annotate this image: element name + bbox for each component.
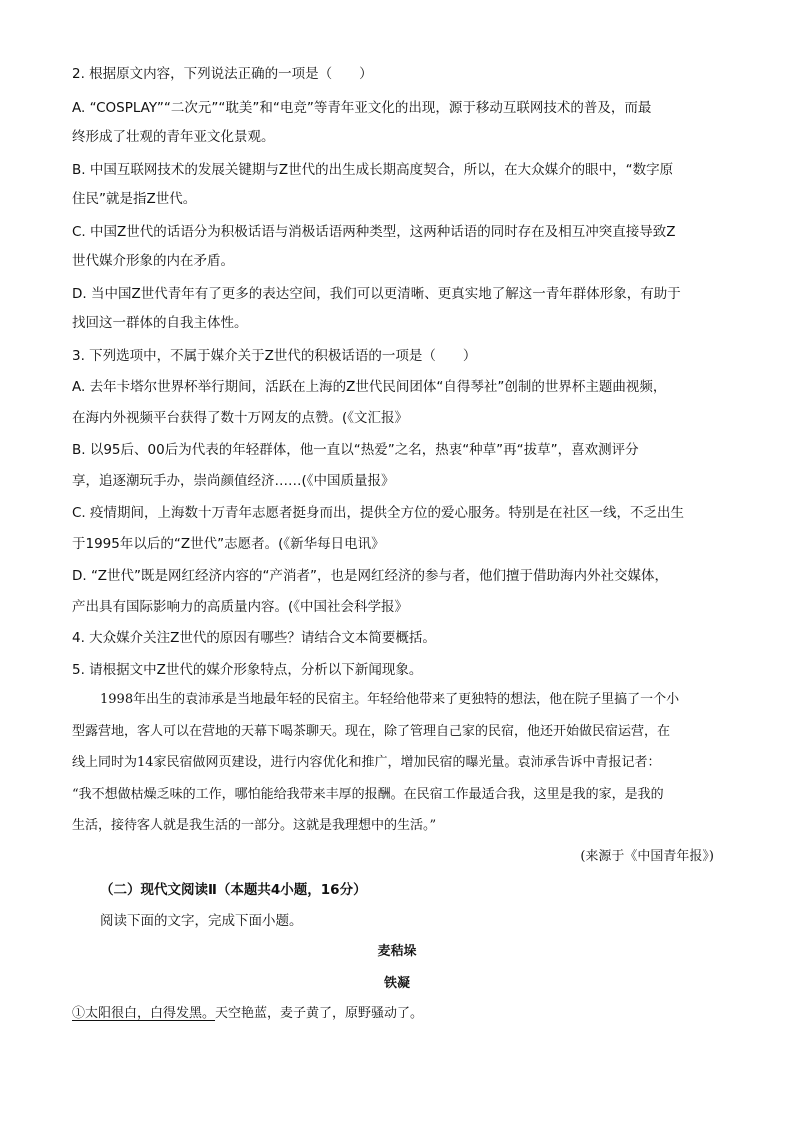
q2-option-c-line2: 世代媒介形象的内在矛盾。 xyxy=(72,253,234,269)
q3-stem: 3. 下列选项中，不属于媒介关于Z世代的积极话语的一项是（ ） xyxy=(72,348,477,364)
q2-option-b-line2: 住民”就是指Z世代。 xyxy=(72,191,197,207)
q3-option-b-line1: B. 以95后、00后为代表的年轻群体，他一直以“热爱”之名，热衷“种草”再“拔草”，喜欢测评分 xyxy=(72,442,639,458)
q2-option-b-line1: B. 中国互联网技术的发展关键期与Z世代的出生成长期高度契合，所以，在大众媒介的眼中，“数字原 xyxy=(72,162,674,178)
paragraph-1-rest: 天空艳蓝，麦子黄了，原野骚动了。 xyxy=(215,1006,424,1021)
q2-option-a-line2: 终形成了壮观的青年亚文化景观。 xyxy=(72,129,275,145)
q2-option-d-line2: 找回这一群体的自我主体性。 xyxy=(72,315,248,331)
q5-stem: 5. 请根据文中Z世代的媒介形象特点，分析以下新闻现象。 xyxy=(72,662,423,678)
article-paragraph-1 xyxy=(72,1004,423,1024)
article-author: 铁凝 xyxy=(383,976,410,991)
q3-option-a-line1: A. 去年卡塔尔世界杯举行期间，活跃在上海的Z世代民间团体“自得琴社”创制的世界杯主题曲视频， xyxy=(72,379,667,395)
section-instruction: 阅读下面的文字，完成下面小题。 xyxy=(100,913,303,929)
q2-stem: 2. 根据原文内容，下列说法正确的一项是（ ） xyxy=(72,66,373,82)
news-source: (来源于《中国青年报》) xyxy=(580,849,714,864)
q2-option-c-line1: C. 中国Z世代的话语分为积极话语与消极话语两种类型，这两种话语的同时存在及相互冲突直接导致Z xyxy=(72,224,676,240)
q3-option-c-line1: C. 疫情期间，上海数十万青年志愿者挺身而出，提供全方位的爱心服务。特别是在社区一线，不乏出生 xyxy=(72,505,685,521)
news-line-3: 线上同时为14家民宿做网页建设，进行内容优化和推广，增加民宿的曝光量。袁沛承告诉中青报记者： xyxy=(72,755,661,770)
q2-option-a-line1: A. “COSPLAY”“二次元”“耽美”和“电竞”等青年亚文化的出现，源于移动互联网技术的普及，而最 xyxy=(72,100,652,116)
news-line-1: 1998年出生的袁沛承是当地最年轻的民宿主。年轻给他带来了更独特的想法，他在院子里搞了一个小 xyxy=(100,692,680,707)
q3-option-a-line2: 在海内外视频平台获得了数十万网友的点赞。(《文汇报》 xyxy=(72,410,409,426)
section-heading: （二）现代文阅读Ⅱ（本题共4小题，16分） xyxy=(100,882,367,898)
news-line-5: 生活，接待客人就是我生活的一部分。这就是我理想中的生活。” xyxy=(72,818,437,833)
q3-option-d-line2: 产出具有国际影响力的高质量内容。(《中国社会科学报》 xyxy=(72,599,409,615)
news-line-2: 型露营地，客人可以在营地的天幕下喝茶聊天。现在，除了管理自己家的民宿，他还开始做民宿运营，在 xyxy=(72,724,671,739)
article-title: 麦秸垛 xyxy=(377,944,417,959)
q4-stem: 4. 大众媒介关注Z世代的原因有哪些？请结合文本简要概括。 xyxy=(72,630,436,646)
q3-option-d-line1: D. “Z世代”既是网红经济内容的“产消者”，也是网红经济的参与者，他们擅于借助海内外社交媒体， xyxy=(72,568,668,584)
underlined-sentence: ①太阳很白，白得发黑。 xyxy=(72,1006,216,1021)
q3-option-c-line2: 于1995年以后的“Z世代”志愿者。(《新华每日电讯》 xyxy=(72,536,385,552)
q2-option-d-line1: D. 当中国Z世代青年有了更多的表达空间，我们可以更清晰、更真实地了解这一青年群体形象，有助于 xyxy=(72,286,681,302)
q3-option-b-line2: 享，追逐潮玩手办，崇尚颜值经济……(《中国质量报》 xyxy=(72,473,395,489)
news-line-4: “我不想做枯燥乏味的工作，哪怕能给我带来丰厚的报酬。在民宿工作最适合我，这里是我的家，是我的 xyxy=(72,787,664,802)
